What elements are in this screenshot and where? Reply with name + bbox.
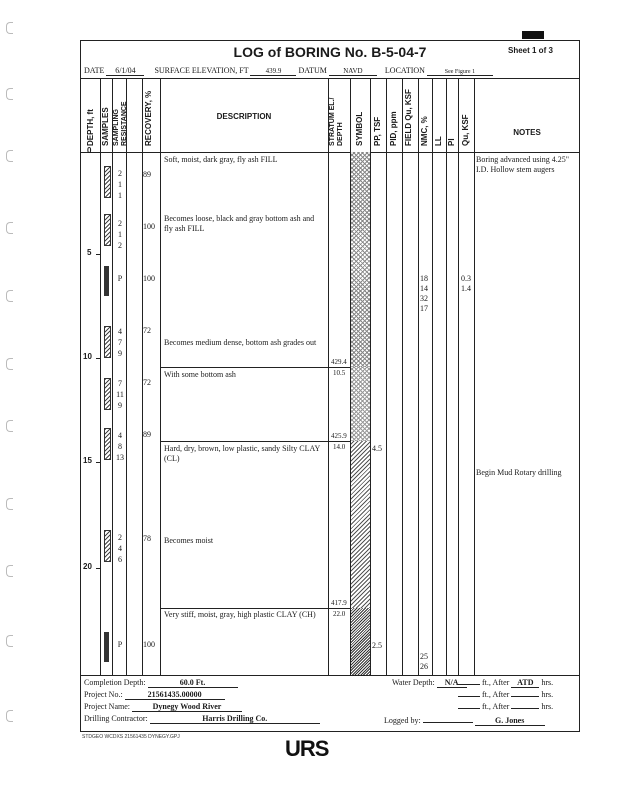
header-divider [80, 78, 580, 79]
strata-boundary [160, 441, 370, 442]
depth-tick [96, 568, 100, 569]
depth-label-0: 0 [87, 146, 92, 155]
binder-hole [6, 88, 13, 100]
water-reading-3: ft., After hrs. [458, 702, 553, 711]
binder-hole [6, 710, 13, 722]
binder-hole [6, 565, 13, 577]
recovery-value: 100 [143, 274, 155, 283]
strata-boundary [160, 608, 370, 609]
recovery-value: 72 [143, 326, 151, 335]
sampling-resistance: P [117, 640, 123, 649]
datum-value: NAVD [329, 67, 377, 76]
col-line [432, 78, 433, 675]
page-title: LOG of BORING No. B-5-04-7 [233, 44, 427, 60]
recovery-value: 89 [143, 430, 151, 439]
col-line [100, 78, 101, 675]
strata-boundary [160, 367, 370, 368]
sampling-resistance: P [117, 274, 123, 283]
strata-elevation: 425.9 [331, 432, 347, 440]
logged-by: Logged by: G. Jones [384, 716, 545, 726]
depth-tick [96, 462, 100, 463]
description-text: Very stiff, moist, gray, high plastic CLAY (CH) [164, 610, 316, 619]
sample-interval [104, 530, 111, 562]
col-header-pid: PID, ppm [389, 111, 398, 146]
col-line [402, 78, 403, 675]
sheet-number: Sheet 1 of 3 [508, 46, 553, 55]
binder-hole [6, 635, 13, 647]
strata-depth: 10.5 [333, 369, 346, 377]
col-header-pi: PI [447, 138, 456, 146]
description-text: Soft, moist, dark gray, fly ash FILL [164, 155, 278, 164]
col-header-nmc: NMC, % [420, 116, 429, 146]
datum-label: DATUM [298, 66, 327, 75]
binder-hole [6, 22, 13, 34]
col-header-samples: SAMPLES [101, 107, 110, 146]
binder-hole [6, 222, 13, 234]
col-line [386, 78, 387, 675]
water-reading-2: ft., After hrs. [458, 690, 553, 699]
sample-interval [104, 266, 109, 296]
col-line [458, 78, 459, 675]
col-line [126, 78, 127, 675]
project-number: Project No.: 21561435.00000 [84, 690, 225, 700]
depth-label-15: 15 [83, 456, 92, 465]
col-line [160, 78, 161, 675]
fill-symbol-pattern [351, 367, 370, 441]
depth-label-5: 5 [87, 248, 92, 257]
location-label: LOCATION [384, 66, 425, 75]
col-line [328, 78, 329, 675]
fill-symbol-pattern [351, 152, 370, 367]
col-header-strata: STRATUM EL./ DEPTH [329, 97, 344, 146]
clay-symbol-pattern [351, 608, 370, 675]
col-line [474, 78, 475, 675]
sampling-resistance: 4 7 9 [118, 327, 122, 358]
sample-interval [104, 378, 111, 410]
sampling-resistance: 4 8 13 [116, 431, 124, 462]
col-header-notes: NOTES [513, 128, 541, 137]
sample-interval [104, 428, 111, 460]
sample-interval [104, 166, 111, 198]
col-line [418, 78, 419, 675]
col-line [142, 78, 143, 675]
recovery-value: 100 [143, 640, 155, 649]
depth-tick [96, 254, 100, 255]
elevation-label: SURFACE ELEVATION, FT [154, 66, 249, 75]
description-text: Becomes moist [164, 536, 214, 545]
col-header-depth: DEPTH, ft [86, 109, 95, 146]
col-header-symbol: SYMBOL [355, 111, 364, 146]
location-value: See Figure 1 [427, 69, 493, 76]
strata-depth: 22.0 [333, 610, 346, 618]
pp-value: 4.5 [372, 444, 382, 453]
binder-hole [6, 498, 13, 510]
sampling-resistance: 2 1 2 [118, 219, 122, 250]
col-header-qu: Qu, KSF [461, 114, 470, 146]
sheet-tab-marker [522, 31, 544, 39]
description-text: With some bottom ash [164, 370, 236, 379]
binder-hole [6, 420, 13, 432]
description-text: Becomes medium dense, bottom ash grades out [164, 338, 317, 347]
binder-hole [6, 290, 13, 302]
col-line [446, 78, 447, 675]
completion-depth: Completion Depth: 60.0 Ft. [84, 678, 238, 688]
col-header-ll: LL [434, 136, 443, 146]
sampling-resistance: 7 11 9 [116, 379, 124, 410]
drilling-contractor: Drilling Contractor: Harris Drilling Co. [84, 714, 320, 724]
recovery-value: 78 [143, 534, 151, 543]
binder-hole [6, 358, 13, 370]
sampling-resistance: 2 1 1 [118, 169, 122, 200]
date-value: 6/1/04 [106, 66, 144, 76]
depth-label-20: 20 [83, 562, 92, 571]
depth-tick [96, 358, 100, 359]
date-label: DATE [84, 66, 105, 75]
depth-tick [96, 152, 100, 153]
binder-hole [6, 150, 13, 162]
sampling-resistance: 2 4 6 [118, 533, 122, 564]
col-header-field-qu: FIELD Qu, KSF [404, 89, 413, 146]
description-text: Becomes loose, black and gray bottom ash and fly ash FILL [164, 214, 315, 233]
clay-symbol-pattern [351, 441, 370, 608]
sample-interval [104, 632, 109, 662]
depth-label-10: 10 [83, 352, 92, 361]
strata-depth: 14.0 [333, 443, 346, 451]
strata-elevation: 417.9 [331, 599, 347, 607]
file-reference: STDGEO WCDXS 21561435 DYNEGY.GPJ [82, 734, 180, 740]
recovery-value: 72 [143, 378, 151, 387]
col-line [370, 78, 371, 675]
col-line [112, 78, 113, 675]
note-text: Boring advanced using 4.25" I.D. Hollow stem augers [476, 155, 570, 174]
recovery-value: 100 [143, 222, 155, 231]
col-header-pp: PP, TSF [373, 116, 382, 146]
col-header-description: DESCRIPTION [216, 112, 272, 121]
pp-value: 2.5 [372, 641, 382, 650]
footer-divider [80, 675, 580, 676]
elevation-value: 439.9 [250, 67, 296, 76]
sample-interval [104, 326, 111, 358]
water-depth: Water Depth: N/A [392, 678, 467, 688]
description-text: Hard, dry, brown, low plastic, sandy Silty CLAY (CL) [164, 444, 320, 463]
nmc-values: 25 26 [420, 652, 428, 671]
sample-interval [104, 214, 111, 246]
qu-values: 0.3 1.4 [461, 274, 471, 293]
note-text: Begin Mud Rotary drilling [476, 468, 562, 477]
header-row [84, 66, 574, 76]
water-reading-1: ft., After ATD hrs. [458, 678, 553, 688]
column-header-divider [80, 152, 580, 153]
urs-logo: URS [285, 736, 329, 761]
recovery-value: 89 [143, 170, 151, 179]
col-header-recovery: RECOVERY, % [144, 90, 153, 146]
strata-elevation: 429.4 [331, 358, 347, 366]
nmc-values: 18 14 32 17 [420, 274, 428, 313]
project-name: Project Name: Dynegy Wood River [84, 702, 242, 712]
col-header-sampling-resistance: SAMPLING RESISTANCE [113, 101, 128, 146]
